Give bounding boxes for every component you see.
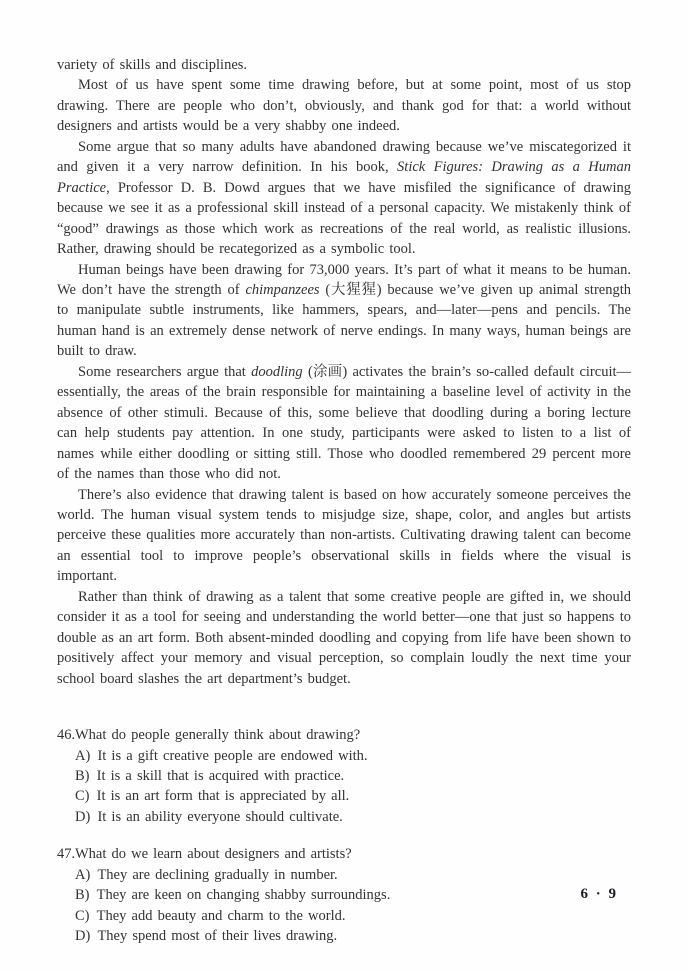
answer-option [75, 906, 631, 926]
paragraph [57, 587, 631, 689]
text-segment: , Professor D. B. Dowd argues that we have misfiled the significance of drawing because we see it as a professional skill instead of a personal capacity. We mistakenly think of “good” drawings as those which work as recreations of the real world, as realistic illusions. Rather, drawing should be recategorized as a symbolic tool. [57, 179, 631, 258]
text-segment: There’s also evidence that drawing talent is based on how accurately someone perceives the world. The human visual system tends to misjudge size, shape, color, and angles but artists perceive these qualities more accurately than non-artists. Cultivating drawing talent can become an essential tool to improve people’s observational skills in fields where the visual is important. [57, 486, 631, 585]
answer-option [75, 807, 631, 827]
option-label: D) [75, 928, 96, 945]
text-segment: Some argue that so many adults have abandoned drawing because we’ve miscategorized it and given it a very narrow definition. In his book, [57, 138, 631, 176]
text-segment: Rather than think of drawing as a talent that some creative people are gifted in, we should consider it as a tool for seeing and understanding the world better—one that just so happens to double as an art form. Both absent-minded doodling and copying from life have been shown to positively affect your memory and visual perception, so complain loudly the next time your school board slashes the art department’s budget. [57, 588, 631, 687]
italic-text-segment: chimpanzees [245, 281, 320, 298]
reading-passage [57, 55, 631, 689]
option-label: C) [75, 907, 95, 924]
answer-option [75, 885, 631, 905]
option-text: They spend most of their lives drawing. [97, 928, 338, 945]
page-content [57, 55, 631, 947]
text-segment: Most of us have spent some time drawing before, but at some point, most of us stop drawing. There are people who don’t, obviously, and thank god for that: a world without designers and artists would be a very shabby one indeed. [57, 77, 631, 135]
options-list [75, 865, 631, 947]
questions-section [57, 725, 631, 947]
option-text: They add beauty and charm to the world. [96, 907, 346, 924]
text-segment: Some researchers argue that [78, 363, 252, 380]
question-text: What do we learn about designers and artists? [75, 846, 352, 863]
option-label: D) [75, 808, 96, 825]
option-text: It is a gift creative people are endowed with. [97, 747, 368, 764]
option-text: It is an art form that is appreciated by all. [96, 788, 350, 805]
answer-option [75, 746, 631, 766]
text-segment: (涂画) activates the brain’s so-called default circuit—essentially, the areas of the brain responsible for maintaining a baseline level of activity in the absence of other stimuli. Because of this, some believe that doodling during a boring lecture can help students pay attention. In one study, participants were asked to listen to a list of names while either doodling or sitting still. Those who doodled remembered 29 percent more of the names than those who did not. [57, 363, 632, 483]
paragraph [57, 75, 631, 136]
option-label: A) [75, 747, 96, 764]
paragraph [57, 55, 631, 75]
page-number: 6 · 9 [580, 886, 618, 902]
option-text: They are declining gradually in number. [97, 866, 338, 883]
option-label: B) [75, 887, 95, 904]
option-label: A) [75, 866, 96, 883]
answer-option [75, 865, 631, 885]
paragraph [57, 137, 631, 260]
answer-option [75, 786, 631, 806]
question-text: What do people generally think about drawing? [75, 727, 361, 744]
paragraph [57, 260, 631, 362]
italic-text-segment: doodling [251, 363, 303, 380]
paragraph [57, 485, 631, 587]
italic-text-segment: Stick Figures: Drawing as a Human Practice [57, 159, 631, 196]
option-label: C) [75, 788, 95, 805]
paragraph [57, 362, 631, 485]
question-number: 47. [57, 846, 76, 863]
question-number: 46. [57, 727, 76, 744]
question [57, 725, 631, 827]
text-segment: variety of skills and disciplines. [57, 57, 248, 73]
option-text: They are keen on changing shabby surroundings. [96, 887, 391, 904]
question-stem [57, 844, 631, 864]
option-label: B) [75, 767, 95, 784]
text-segment: Human beings have been drawing for 73,000 years. It’s part of what it means to be human. We don’t have the strength of [57, 261, 631, 298]
answer-option [75, 766, 631, 786]
question-stem [57, 725, 631, 745]
text-segment: (大猩猩) because we’ve given up animal strength to manipulate subtle instruments, like hammers, spears, and—later—pens and pencils. The human hand is an extremely dense network of nerve endings. In many ways, human beings are built to draw. [57, 281, 631, 360]
answer-option [75, 926, 631, 946]
question [57, 844, 631, 946]
option-text: It is an ability everyone should cultivate. [97, 808, 343, 825]
option-text: It is a skill that is acquired with practice. [96, 767, 345, 784]
options-list [75, 746, 631, 828]
